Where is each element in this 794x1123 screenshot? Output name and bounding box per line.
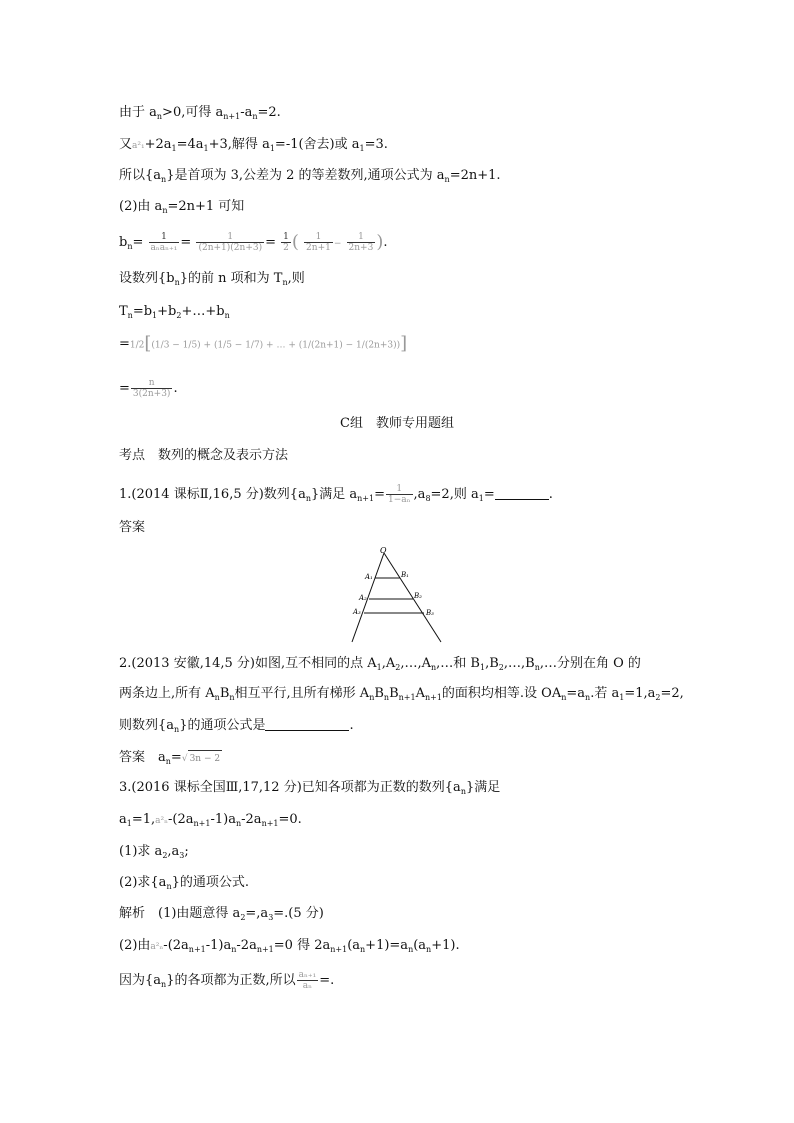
question-1: 1.(2014 课标Ⅱ,16,5 分)数列$\{a_n\}$满足 $a_{n+1}=$ $\frac{1}{\text{1−aₙ}}$ $,a_8=2$,则 $a_1=$ . (119, 484, 553, 505)
solution-line-1: 解析 (1)由题意得 $a_2=,a_3=.(5$ 分) (119, 906, 324, 922)
section-title: C组 教师专用题组 (340, 416, 454, 431)
ray-right (384, 553, 441, 642)
solution-line-3: 因为$\{a_n\}$的各项都为正数,所以 $\frac{\text{aₙ₊₁}}{\text{aₙ}}$ =. (119, 970, 335, 991)
question-2-line-1: 2.(2013 安徽,14,5 分)如图,互不相同的点 $A_1,A_2,\dots,A_n,\dots$和 $B_1,B_2,\dots,B_n,\dots$分别在角 O 的 (119, 656, 641, 672)
label-o: O (380, 546, 387, 555)
question-3-part-1: (1)求 $a_2,a_3$; (119, 844, 189, 860)
solution-line-2: (2)由a²ₙ-$(2a_{n+1}-1)a_n-2a_{n+1}=0$ 得 $2a_{n+1}(a_n+1)=a_n(a_n+1)$. (119, 938, 460, 954)
label-b1: B₁ (401, 571, 409, 579)
text-line: 由于 $a_n>0$,可得 $a_{n+1}-a_n=2$. (119, 105, 281, 121)
text-line: 所以$\{a_n\}$是首项为 3,公差为 2 的等差数列,通项公式为 $a_n=2n+1$. (119, 168, 501, 184)
text-line: $T_n=b_1+b_2+\dots+b_n$ (119, 304, 230, 320)
question-3-line-1: 3.(2016 课标全国Ⅲ,17,12 分)已知各项都为正数的数列$\{a_n\}$满足 (119, 780, 501, 796)
label-a1: A₁ (365, 573, 373, 581)
text-line: 设数列$\{b_n\}$的前 n 项和为 $T_n$,则 (119, 271, 305, 287)
question-3-line-2: $a_1=1,a^2_n-(2a_{n+1}-1)a_n-2a_{n+1}=0$. (119, 812, 302, 828)
question-3-part-2: (2)求$\{a_n\}$的通项公式. (119, 875, 249, 891)
answer-2: 答案 $a_n=√$ 3n − 2 (119, 750, 221, 766)
question-2-line-2: 两条边上,所有 $A_nB_n$相互平行,且所有梯形 $A_nB_nB_{n+1}A_{n+1}$的面积均相等.设 $OA_n=a_n$.若 $a_1=1,a_2=2$, (119, 686, 684, 702)
angle-figure (340, 543, 450, 643)
label-b2: B₂ (414, 592, 422, 600)
topic-heading: 考点 数列的概念及表示方法 (119, 448, 289, 463)
question-2-line-3: 则数列$\{a_n\}$的通项公式是 . (119, 718, 354, 734)
formula-line: $b_n=$ $\frac{1}{\text{aₙaₙ₊₁}}$ = $\frac{1}{(2n+1)(2n+3)}$ = $\frac{1}{2}$ ( $\frac{1}{2n+1}$ − $\frac{1}{2n+3}$ ). (119, 231, 388, 253)
label-a2: A₂ (359, 594, 367, 602)
label-b3: B₃ (426, 609, 434, 617)
label-a3: A₃ (353, 608, 361, 616)
formula-line: = $\frac{n}{3(2n+3)}$ . (119, 378, 178, 399)
text-line: 又$a^2_1+2a_1=4a_1+3$,解得 $a_1=-1$(舍去)或 $a_1=3$. (119, 137, 388, 153)
text-line: (2)由 $a_n=2n+1$ 可知 (119, 199, 245, 215)
ray-left (352, 553, 384, 642)
formula-line: =1/2[(1/3 − 1/5) + (1/5 − 1/7) + … + (1/(2n+1) − 1/(2n+3))] (119, 333, 408, 354)
answer-label: 答案 (119, 520, 146, 535)
